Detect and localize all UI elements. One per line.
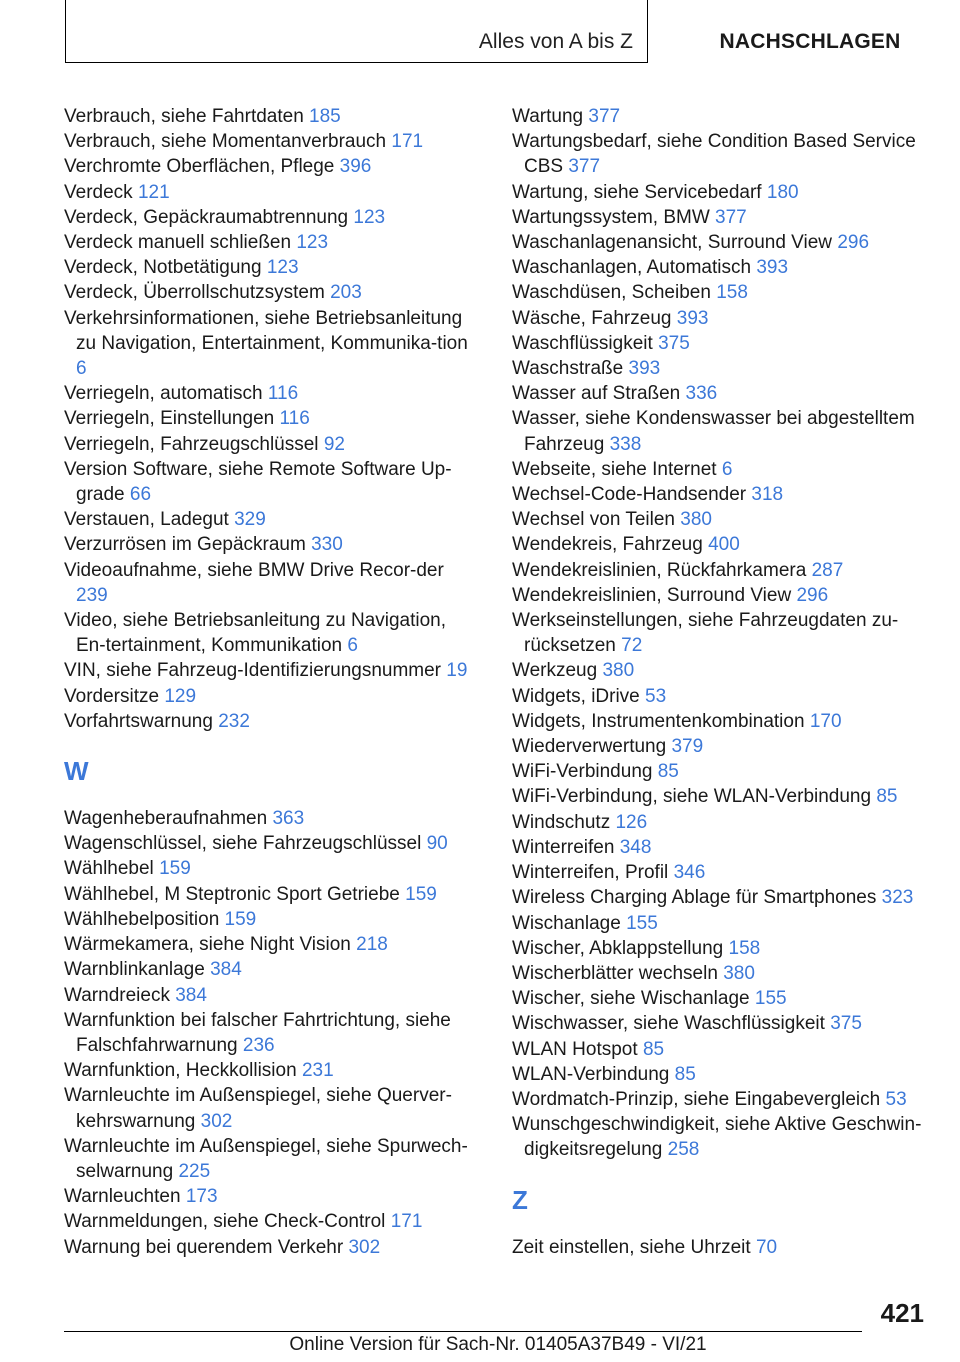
- index-page-link[interactable]: 116: [279, 408, 310, 430]
- index-entry: [512, 860, 932, 885]
- index-entry: [64, 806, 479, 831]
- index-entry-term: Werkseinstellungen, siehe Fahrzeugdaten zu-rücksetzen: [512, 610, 899, 657]
- index-page-link[interactable]: 116: [267, 383, 299, 405]
- index-entry: [512, 205, 932, 230]
- index-page-link[interactable]: 348: [619, 836, 652, 858]
- index-page-link[interactable]: 92: [323, 433, 345, 455]
- index-entry: [64, 1134, 479, 1184]
- index-page-link[interactable]: 53: [885, 1088, 907, 1110]
- index-entry: [512, 1112, 932, 1162]
- index-entry-term: Verriegeln, Fahrzeugschlüssel: [64, 433, 319, 455]
- index-entry: [64, 1184, 479, 1209]
- index-entry: [512, 532, 932, 557]
- index-entry: [64, 1058, 479, 1083]
- index-entry: [64, 457, 479, 507]
- index-page-link[interactable]: 393: [756, 257, 789, 279]
- index-entry-term: Wischer, siehe Wischanlage: [512, 988, 750, 1010]
- index-page-link[interactable]: 159: [405, 883, 437, 905]
- index-entry: [64, 882, 479, 907]
- section-tab: [660, 0, 960, 64]
- index-page-link[interactable]: 258: [667, 1139, 700, 1161]
- index-entry: [512, 1235, 932, 1260]
- index-page-link[interactable]: 375: [658, 332, 690, 354]
- index-page-link[interactable]: 396: [339, 156, 372, 178]
- index-entry: [64, 230, 479, 255]
- index-page-link[interactable]: 85: [657, 761, 679, 783]
- index-entry-term: Version Software, siehe Remote Software Up-grade: [64, 458, 452, 506]
- index-page-link[interactable]: 336: [685, 383, 718, 405]
- index-entry-term: Wordmatch-Prinzip, siehe Eingabevergleich: [512, 1088, 881, 1110]
- index-entry: [512, 180, 932, 205]
- index-entry: [64, 205, 479, 230]
- index-entry: [512, 583, 932, 608]
- index-page-link[interactable]: 338: [609, 433, 642, 455]
- index-entry: [64, 432, 479, 457]
- index-entry-term: Verdeck: [64, 181, 133, 203]
- index-page-link[interactable]: 155: [626, 912, 658, 934]
- index-entry-term: Wunschgeschwindigkeit, siehe Aktive Geschwin-digkeitsregelung: [512, 1114, 922, 1161]
- index-entry: [512, 961, 932, 986]
- index-page-link[interactable]: 318: [751, 484, 784, 506]
- index-entry-term: Wählhebel: [64, 858, 154, 880]
- index-page-link[interactable]: 302: [348, 1236, 381, 1258]
- index-entry: [512, 1011, 932, 1036]
- index-entry-term: Wäsche, Fahrzeug: [512, 307, 672, 329]
- index-page-link[interactable]: 393: [676, 307, 709, 329]
- index-page-link[interactable]: 155: [754, 988, 787, 1010]
- index-entry: [64, 658, 479, 683]
- index-page-link[interactable]: 159: [224, 908, 257, 930]
- index-entry-term: Warnfunktion, Heckkollision: [64, 1060, 297, 1082]
- index-entry: [64, 104, 479, 129]
- index-entry-term: Wiederverwertung: [512, 736, 667, 758]
- index-entry-term: Verdeck manuell schließen: [64, 232, 292, 254]
- index-entry-term: Wischanlage: [512, 912, 621, 934]
- page-number: 421: [880, 1298, 924, 1328]
- index-entry-term: VIN, siehe Fahrzeug-Identifizierungsnummer: [64, 660, 442, 682]
- index-entry-term: Wählhebel, M Steptronic Sport Getriebe: [64, 883, 400, 905]
- index-entry: [512, 784, 932, 809]
- index-page-link[interactable]: 232: [218, 710, 250, 732]
- index-entry: [512, 986, 932, 1011]
- index-page-link[interactable]: 218: [356, 934, 388, 956]
- index-entry-term: Wartung, siehe Servicebedarf: [512, 181, 762, 203]
- index-entry: [64, 709, 479, 734]
- index-entry-term: Verbrauch, siehe Momentanverbrauch: [64, 131, 387, 153]
- index-entry-term: WLAN-Verbindung: [512, 1063, 670, 1085]
- index-page-link[interactable]: 380: [602, 660, 635, 682]
- index-entry-term: Vordersitze: [64, 685, 160, 707]
- index-entry-term: Wendekreis, Fahrzeug: [512, 534, 703, 556]
- index-entry: [64, 280, 479, 305]
- index-letter-heading: W: [64, 756, 89, 787]
- index-entry-term: Warndreieck: [64, 984, 170, 1006]
- index-entry-term: Verzurrösen im Gepäckraum: [64, 534, 306, 556]
- index-page-link[interactable]: 85: [642, 1038, 665, 1060]
- index-entry: [64, 558, 479, 608]
- index-entry-term: Wischerblätter wechseln: [512, 962, 718, 984]
- index-entry-term: Warnleuchten: [64, 1186, 181, 1208]
- index-entry-term: Wagenheberaufnahmen: [64, 808, 268, 830]
- index-page-link[interactable]: 231: [301, 1060, 334, 1082]
- index-entry: [512, 608, 932, 658]
- index-page-link[interactable]: 121: [137, 181, 170, 203]
- index-entry-term: Werkzeug: [512, 660, 598, 682]
- index-entry: [64, 507, 479, 532]
- index-page-link[interactable]: 330: [311, 534, 343, 556]
- index-page-link[interactable]: 379: [671, 736, 704, 758]
- index-entry: [512, 406, 932, 456]
- index-entry-term: Video, siehe Betriebsanleitung zu Navigation, En-tertainment, Kommunikation: [64, 610, 447, 657]
- index-entry-term: Verstauen, Ladegut: [64, 509, 229, 531]
- index-page-link[interactable]: 70: [755, 1236, 778, 1258]
- index-entry-term: Warnblinkanlage: [64, 959, 205, 981]
- index-entry: [64, 255, 479, 280]
- index-entry: [64, 154, 479, 179]
- index-entry: [512, 457, 932, 482]
- index-entry-term: Wischer, Abklappstellung: [512, 937, 724, 959]
- index-page-link[interactable]: 185: [309, 106, 341, 127]
- index-entry-term: Winterreifen: [512, 836, 615, 858]
- index-entry: [512, 658, 932, 683]
- index-entry-term: WiFi-Verbindung, siehe WLAN-Verbindung: [512, 786, 872, 808]
- index-entry: [512, 885, 932, 910]
- index-page-link[interactable]: 85: [876, 786, 898, 808]
- index-page-link[interactable]: 66: [129, 484, 152, 506]
- index-entry: [512, 936, 932, 961]
- index-entry-term: Widgets, iDrive: [512, 685, 640, 707]
- index-entry: [64, 983, 479, 1008]
- index-page-link[interactable]: 377: [588, 106, 621, 127]
- index-page-link[interactable]: 158: [716, 282, 748, 304]
- index-entry-term: Wireless Charging Ablage für Smartphones: [512, 887, 877, 909]
- index-entry-term: Wischwasser, siehe Waschflüssigkeit: [512, 1013, 825, 1035]
- index-entry-term: Wartungsbedarf, siehe Condition Based Service CBS: [512, 131, 916, 178]
- index-entry: [64, 1209, 479, 1234]
- index-entry-term: Warnmeldungen, siehe Check-Control: [64, 1211, 386, 1233]
- index-entry-term: Waschanlagenansicht, Surround View: [512, 232, 833, 254]
- index-page-link[interactable]: 171: [391, 131, 424, 153]
- index-page-link[interactable]: 6: [76, 358, 87, 380]
- index-entry-term: Waschanlagen, Automatisch: [512, 257, 752, 279]
- index-entry: [64, 129, 479, 154]
- index-page-link[interactable]: 171: [390, 1211, 423, 1233]
- index-entry-term: Videoaufnahme, siehe BMW Drive Recor-der: [64, 559, 444, 581]
- index-entry: [512, 306, 932, 331]
- index-entry: [64, 831, 479, 856]
- index-entry: [512, 129, 932, 179]
- index-entry: [64, 608, 479, 658]
- index-entry-term: Wechsel von Teilen: [512, 509, 676, 531]
- index-page-link[interactable]: 296: [837, 232, 870, 254]
- index-entry-term: Warnung bei querendem Verkehr: [64, 1236, 344, 1258]
- index-entry-term: Wasser auf Straßen: [512, 383, 681, 405]
- index-entry-term: Wagenschlüssel, siehe Fahrzeugschlüssel: [64, 833, 422, 855]
- index-entry-term: Verchromte Oberflächen, Pflege: [64, 156, 335, 178]
- index-page-link[interactable]: 203: [330, 282, 362, 304]
- index-entry-term: Waschflüssigkeit: [512, 332, 653, 354]
- index-entry-term: Verbrauch, siehe Fahrtdaten: [64, 106, 304, 127]
- index-page-link[interactable]: 329: [234, 509, 266, 531]
- index-page-link[interactable]: 380: [680, 509, 712, 531]
- index-entry-term: Waschdüsen, Scheiben: [512, 282, 711, 304]
- index-page-link[interactable]: 236: [242, 1034, 275, 1056]
- index-page-link[interactable]: 126: [615, 811, 648, 833]
- index-page-link[interactable]: 380: [723, 962, 755, 984]
- index-entry-term: Warnleuchte im Außenspiegel, siehe Spurwech-selwarnung: [64, 1135, 468, 1182]
- index-page-link[interactable]: 384: [210, 959, 242, 981]
- index-entry: [64, 907, 479, 932]
- index-entry-term: Wechsel-Code-Handsender: [512, 484, 747, 506]
- index-entry: [512, 709, 932, 734]
- index-entry-term: Verdeck, Überrollschutzsystem: [64, 282, 325, 304]
- index-page-link[interactable]: 158: [728, 937, 761, 959]
- index-page-link[interactable]: 346: [673, 862, 706, 884]
- index-page-link[interactable]: 123: [353, 206, 386, 228]
- footer-divider: [64, 1331, 862, 1332]
- index-page-link[interactable]: 225: [178, 1160, 211, 1182]
- index-entry: [64, 1083, 479, 1133]
- index-page-link[interactable]: 393: [628, 358, 661, 380]
- index-entry: [512, 1062, 932, 1087]
- index-entry: [512, 911, 932, 936]
- index-entry-term: Verdeck, Notbetätigung: [64, 257, 262, 279]
- index-page-link[interactable]: 384: [175, 984, 207, 1006]
- index-entry: [512, 1037, 932, 1062]
- index-entry: [512, 507, 932, 532]
- index-page-link[interactable]: 377: [715, 206, 747, 228]
- index-entry: [512, 684, 932, 709]
- index-entry: [64, 957, 479, 982]
- index-entry: [512, 356, 932, 381]
- index-letter-heading: Z: [512, 1184, 528, 1215]
- index-page-link[interactable]: 170: [809, 710, 842, 732]
- index-entry-term: WLAN Hotspot: [512, 1038, 638, 1060]
- index-entry: [64, 532, 479, 557]
- index-page-link[interactable]: 72: [621, 635, 643, 657]
- index-entry-term: Warnleuchte im Außenspiegel, siehe Querver-kehrswarnung: [64, 1085, 452, 1132]
- index-entry: [64, 684, 479, 709]
- index-entry: [64, 406, 479, 431]
- online-version-note: Online Version für Sach-Nr. 01405A37B49 - VI/21: [289, 1334, 707, 1355]
- index-entry: [64, 1008, 479, 1058]
- index-entry: [512, 230, 932, 255]
- index-page-link[interactable]: 123: [296, 232, 329, 254]
- index-entry-term: Wendekreislinien, Rückfahrkamera: [512, 559, 807, 581]
- index-entry: [512, 381, 932, 406]
- index-page-link[interactable]: 53: [645, 685, 667, 707]
- index-column-left: [64, 104, 479, 1260]
- index-entry-term: Wendekreislinien, Surround View: [512, 584, 792, 606]
- index-column-right: [512, 104, 932, 1260]
- index-entry-term: Widgets, Instrumentenkombination: [512, 710, 805, 732]
- index-page-link[interactable]: 363: [272, 808, 305, 830]
- index-entry: [512, 280, 932, 305]
- index-entry: [64, 1235, 479, 1260]
- index-page-link[interactable]: 129: [164, 685, 197, 707]
- index-entry-term: Zeit einstellen, siehe Uhrzeit: [512, 1236, 751, 1258]
- index-page-link[interactable]: 296: [796, 584, 829, 606]
- breadcrumb: [65, 0, 648, 63]
- index-entry: [512, 734, 932, 759]
- index-entry: [64, 856, 479, 881]
- index-entry-term: Verkehrsinformationen, siehe Betriebsanleitung zu Navigation, Entertainment, Kommunika-tion: [64, 307, 468, 354]
- index-entry: [512, 331, 932, 356]
- index-entry: [512, 835, 932, 860]
- index-page-link[interactable]: 6: [347, 635, 358, 657]
- index-page-link[interactable]: 180: [766, 181, 799, 203]
- section-label: NACHSCHLAGEN: [719, 30, 901, 53]
- index-entry-term: Wartungssystem, BMW: [512, 206, 710, 228]
- index-entry-term: Vorfahrtswarnung: [64, 710, 213, 732]
- index-entry: [512, 255, 932, 280]
- index-entry: [512, 558, 932, 583]
- index-page-link[interactable]: 302: [200, 1110, 233, 1132]
- index-page-link[interactable]: 6: [721, 458, 733, 480]
- index-page-link[interactable]: 239: [76, 584, 108, 606]
- index-entry-term: Warnfunktion bei falscher Fahrtrichtung, siehe Falschfahrwarnung: [64, 1009, 451, 1056]
- index-page-link[interactable]: 173: [185, 1186, 218, 1208]
- index-entry: [64, 381, 479, 406]
- index-page-link[interactable]: 400: [708, 534, 740, 556]
- index-page-link[interactable]: 159: [159, 858, 191, 880]
- index-page-link[interactable]: 123: [266, 257, 299, 279]
- index-entry-term: Wasser, siehe Kondenswasser bei abgestelltem Fahrzeug: [512, 408, 915, 455]
- index-entry: [64, 180, 479, 205]
- index-entry-term: Verriegeln, Einstellungen: [64, 408, 275, 430]
- index-entry: [512, 482, 932, 507]
- index-page-link[interactable]: 377: [568, 156, 601, 178]
- index-page-link[interactable]: 19: [446, 660, 468, 682]
- index-page-link[interactable]: 287: [811, 559, 844, 581]
- index-entry: [512, 810, 932, 835]
- index-entry-term: Wählhebelposition: [64, 908, 220, 930]
- page-header: [65, 0, 960, 64]
- index-entry: [512, 1087, 932, 1112]
- index-page-link[interactable]: 375: [830, 1013, 862, 1035]
- index-entry-term: Wärmekamera, siehe Night Vision: [64, 934, 351, 956]
- index-entry-term: Windschutz: [512, 811, 611, 833]
- index-entry-term: Waschstraße: [512, 358, 624, 380]
- index-entry-term: Winterreifen, Profil: [512, 862, 669, 884]
- index-entry: [64, 306, 479, 382]
- index-entry-term: Webseite, siehe Internet: [512, 458, 717, 480]
- index-entry-term: Wartung: [512, 106, 584, 127]
- breadcrumb-label: Alles von A bis Z: [478, 30, 633, 53]
- index-entry: [512, 104, 932, 129]
- index-entry: [64, 932, 479, 957]
- index-entry-term: WiFi-Verbindung: [512, 761, 653, 783]
- index-page-link[interactable]: 85: [674, 1063, 696, 1085]
- index-page-link[interactable]: 90: [426, 833, 448, 855]
- index-page-link[interactable]: 323: [881, 887, 914, 909]
- index-entry-term: Verdeck, Gepäckraumabtrennung: [64, 206, 349, 228]
- index-entry: [512, 759, 932, 784]
- index-entry-term: Verriegeln, automatisch: [64, 383, 263, 405]
